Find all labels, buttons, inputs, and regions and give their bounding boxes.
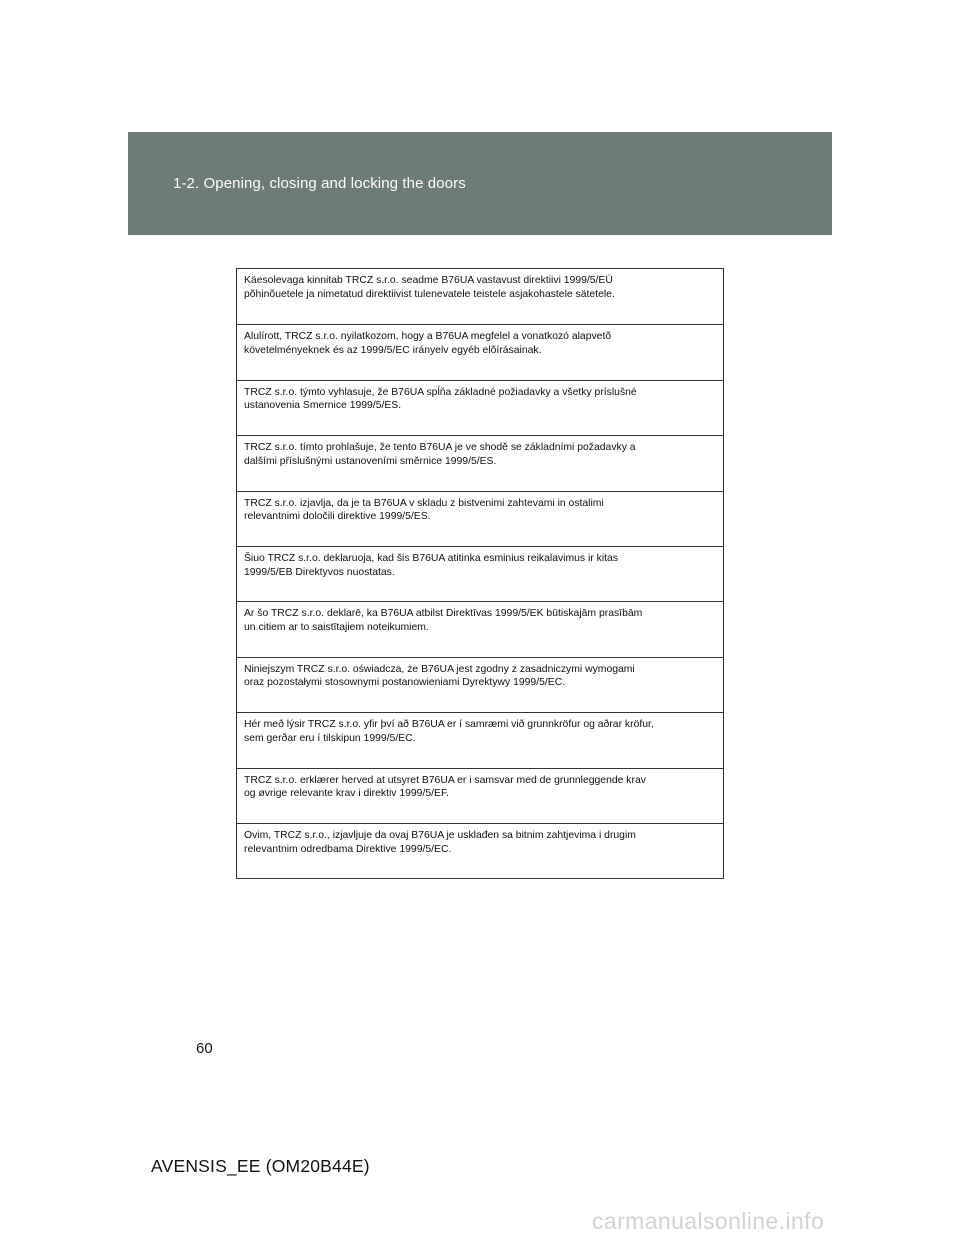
declaration-table [236,268,724,879]
declaration-text-line: 1999/5/EB Direktyvos nuostatas. [244,566,395,578]
section-title: 1-2. Opening, closing and locking the doors [173,175,466,192]
declaration-row [237,823,723,878]
declaration-text-line: Ovim, TRCZ s.r.o., izjavljuje da ovaj B76UA je usklađen sa bitnim zahtjevima i drugim [244,829,636,841]
document-code: AVENSIS_EE (OM20B44E) [151,1156,370,1176]
declaration-text-line: Šiuo TRCZ s.r.o. deklaruoja, kad šis B76UA atitinka esminius reikalavimus ir kitas [244,552,619,564]
declaration-text-line: ustanovenia Smernice 1999/5/ES. [244,400,402,412]
declaration-row [237,657,723,712]
declaration-row [237,712,723,767]
declaration-text-line: põhinõuetele ja nimetatud direktiivist tulenevatele teistele asjakohastele sätetele. [244,288,615,300]
declaration-text-line: Ar šo TRCZ s.r.o. deklarē, ka B76UA atbilst Direktīvas 1999/5/EK būtiskajām prasībām [244,608,643,620]
declaration-text-line: Käesolevaga kinnitab TRCZ s.r.o. seadme B76UA vastavust direktiivi 1999/5/EÜ [244,275,613,286]
declaration-text-line: TRCZ s.r.o. tímto prohlašuje, že tento B76UA je ve shodě se základními požadavky a [244,442,636,454]
declaration-row [237,435,723,490]
declaration-row [237,546,723,601]
declaration-text-line: Hér með lýsir TRCZ s.r.o. yfir því að B76UA er í samræmi við grunnkröfur og aðrar kröfur, [244,719,654,731]
declaration-text-line: sem gerðar eru í tilskipun 1999/5/EC. [244,732,416,744]
declaration-text-line: Alulírott, TRCZ s.r.o. nyilatkozom, hogy a B76UA megfelel a vonatkozó alapvetõ [244,331,612,343]
declaration-text-line: relevantnimi določili direktive 1999/5/ES. [244,511,431,523]
declaration-row [237,768,723,823]
declaration-row [237,269,723,324]
declaration-text-line: követelményeknek és az 1999/5/EC irányelv egyéb elõírásainak. [244,344,542,356]
declaration-text-line: relevantnim odredbama Direktive 1999/5/EC. [244,843,452,855]
declaration-text-line: TRCZ s.r.o. týmto vyhlasuje, že B76UA spĺňa základné požiadavky a všetky príslušné [244,386,637,398]
declaration-text-line: Niniejszym TRCZ s.r.o. oświadcza, że B76UA jest zgodny z zasadniczymi wymogami [244,663,635,675]
declaration-row [237,491,723,546]
declaration-row [237,324,723,379]
watermark: carmanualsonline.info [592,1208,825,1234]
declaration-text-line: og øvrige relevante krav i direktiv 1999/5/EF. [244,788,450,800]
page-number: 60 [196,1040,213,1057]
section-header-bar [128,132,832,235]
declaration-text-line: un citiem ar to saistītajiem noteikumiem. [244,621,429,633]
declaration-text-line: dalšími příslušnými ustanoveními směrnice 1999/5/ES. [244,455,497,467]
declaration-row [237,380,723,435]
declaration-text-line: oraz pozostałymi stosownymi postanowieniami Dyrektywy 1999/5/EC. [244,677,566,689]
declaration-text-line: TRCZ s.r.o. izjavlja, da je ta B76UA v skladu z bistvenimi zahtevami in ostalimi [244,497,604,509]
declaration-text-line: TRCZ s.r.o. erklærer herved at utsyret B76UA er i samsvar med de grunnleggende krav [244,774,646,786]
declaration-row [237,601,723,656]
